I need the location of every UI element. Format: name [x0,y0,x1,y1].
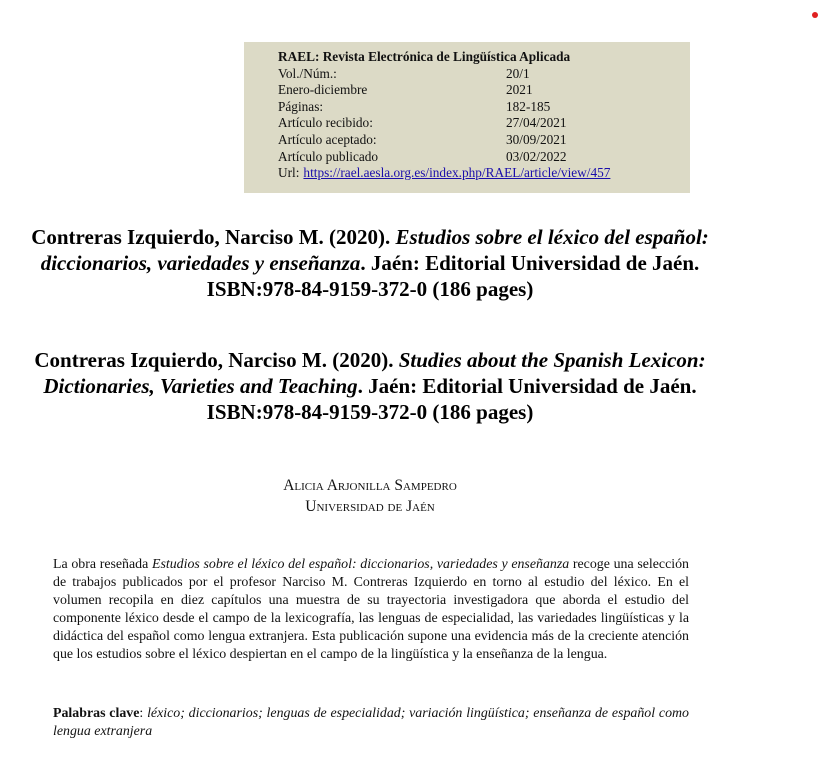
abstract-body: recoge una selección de trabajos publicados por el profesor Narciso M. Contreras Izquierdo en torno al estudio del léxico. En el volumen recopila en diez capítulos una muestra de su trayectoria investigadora que aborda el estudio del componente léxico desde el campo de la lexicografía, las lenguas de especialidad, las variedades lingüísticas y la didáctica del español como lengua extranjera. Esta publicación supone una evidencia más de la creciente atención que los estudios sobre el léxico despiertan en el campo de la lingüística y la enseñanza de la lengua. [53,557,689,663]
journal-info-label: Artículo recibido: [278,115,373,131]
journal-info-label: Vol./Núm.: [278,65,337,81]
journal-info-value: 20/1 [506,65,530,81]
title-en-author-year: Contreras Izquierdo, Narciso M. (2020). [34,348,394,372]
journal-info-box [244,42,690,193]
keywords-separator: : [139,706,148,721]
journal-info-label: Artículo publicado [278,148,379,164]
title-en-book-title: Studies about the Spanish Lexicon: Dictionaries, Varieties and Teaching [43,348,706,398]
journal-info-row [278,99,690,116]
title-es-author-year: Contreras Izquierdo, Narciso M. (2020). [31,225,391,249]
journal-info-value: 27/04/2021 [506,115,567,131]
title-es-isbn: ISBN:978-84-9159-372-0 (186 pages) [206,277,534,301]
journal-title: RAEL: Revista Electrónica de Lingüística Aplicada [278,49,571,64]
url-label: Url: [278,165,300,181]
journal-info-row [278,132,690,149]
title-en-publisher: . Jaén: Editorial Universidad de Jaén. [357,374,697,398]
review-title-english [0,347,740,425]
keywords-terms: léxico; diccionarios; lenguas de especialidad; variación lingüística; enseñanza de español como lengua extranjera [53,706,690,740]
journal-info-value: 182-185 [506,98,551,114]
journal-info-row [278,149,690,166]
journal-info-label: Páginas: [278,98,324,114]
review-title-spanish [0,224,740,302]
title-en-isbn: ISBN:978-84-9159-372-0 (186 pages) [206,400,534,424]
article-url-link[interactable]: https://rael.aesla.org.es/index.php/RAEL/article/view/457 [303,165,611,181]
author-name: Alicia Arjonilla Sampedro [283,477,457,494]
journal-info-label: Artículo aceptado: [278,131,377,147]
journal-info-value: 03/02/2022 [506,148,567,164]
journal-info-value: 2021 [506,82,533,98]
journal-info-value: 30/09/2021 [506,131,567,147]
keywords-paragraph [53,705,689,741]
title-es-book-title: Estudios sobre el léxico del español: diccionarios, variedades y enseñanza [40,225,709,275]
journal-url-row [278,165,690,182]
abstract-lead: La obra reseñada [53,557,152,572]
author-affiliation: Universidad de Jaén [305,498,435,515]
title-es-publisher: . Jaén: Editorial Universidad de Jaén. [360,251,700,275]
author-block [0,475,740,517]
abstract-book-title: Estudios sobre el léxico del español: diccionarios, variedades y enseñanza [151,557,570,572]
journal-info-row [278,115,690,132]
journal-info-row [278,82,690,99]
keywords-label: Palabras clave [53,706,140,721]
journal-info-row [278,66,690,83]
corner-marker-dot [812,12,818,18]
abstract-paragraph [53,556,689,665]
journal-info-label: Enero-diciembre [278,82,368,98]
